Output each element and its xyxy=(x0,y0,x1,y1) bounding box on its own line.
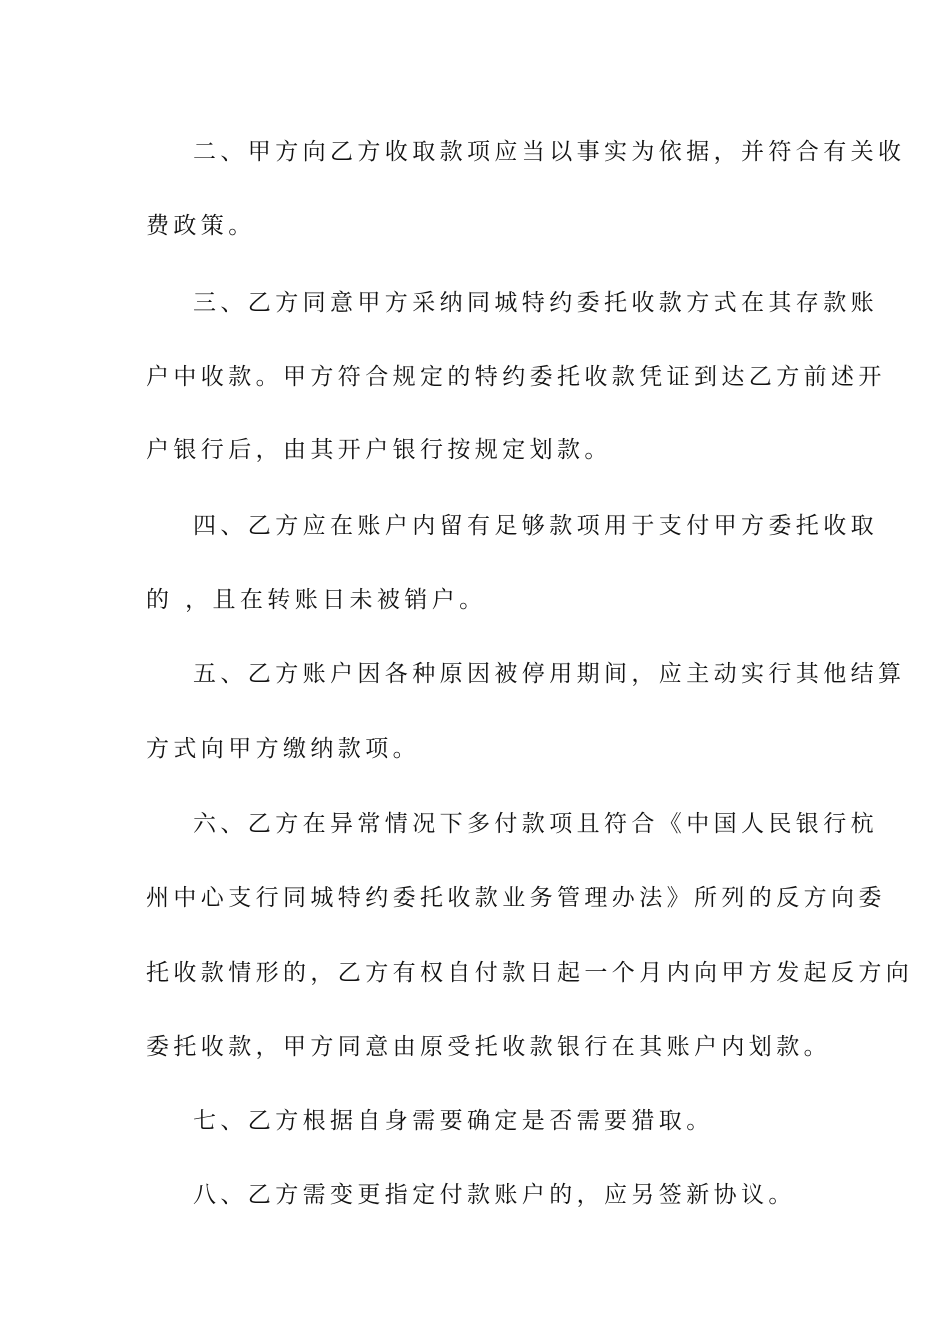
clause-4-line-1: 四、乙方应在账户内留有足够款项用于支付甲方委托收取 xyxy=(193,513,878,539)
clause-6-line-3: 托收款情形的，乙方有权自付款日起一个月内向甲方发起反方向 xyxy=(146,960,914,986)
clause-5-line-1: 五、乙方账户因各种原因被停用期间，应主动实行其他结算 xyxy=(193,661,906,687)
clause-6-line-2: 州中心支行同城特约委托收款业务管理办法》所列的反方向委 xyxy=(146,885,886,911)
clause-2-line-1: 二、甲方向乙方收取款项应当以事实为依据，并符合有关收 xyxy=(193,139,906,165)
clause-7-line-1: 七、乙方根据自身需要确定是否需要猎取。 xyxy=(193,1108,714,1134)
clause-3-line-2: 户中收款。甲方符合规定的特约委托收款凭证到达乙方前述开 xyxy=(146,364,886,390)
clause-5-line-2: 方式向甲方缴纳款项。 xyxy=(146,736,420,762)
clause-2-line-2: 费政策。 xyxy=(146,213,256,239)
clause-4-line-2: 的 ，且在转账日未被销户。 xyxy=(146,587,487,613)
clause-6-line-4: 委托收款，甲方同意由原受托收款银行在其账户内划款。 xyxy=(146,1034,831,1060)
clause-3-line-1: 三、乙方同意甲方采纳同城特约委托收款方式在其存款账 xyxy=(193,290,878,316)
clause-3-line-3: 户银行后，由其开户银行按规定划款。 xyxy=(146,437,612,463)
clause-8-line-1: 八、乙方需变更指定付款账户的，应另签新协议。 xyxy=(193,1182,796,1208)
clause-6-line-1: 六、乙方在异常情况下多付款项且符合《中国人民银行杭 xyxy=(193,811,878,837)
